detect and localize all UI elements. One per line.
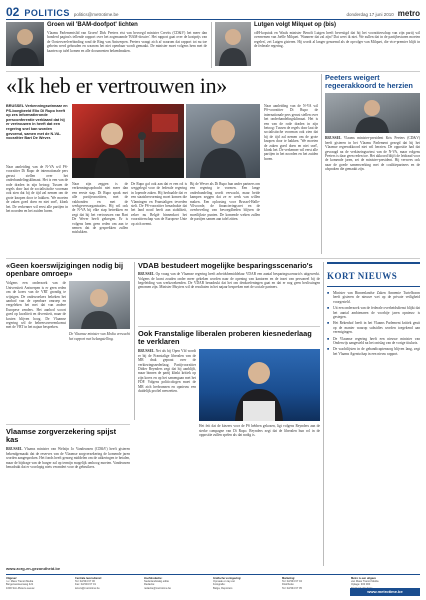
article-peeters-body: Vlaams minister-president Kris Peeters (CD&V) heeft gisteren in het Vlaams Parlement gezegd dat hij het Vlaamse regeerakkoord niet wil herzien. De oppositie had dat gevraagd na de verkiezingswinst van de N-VA, maar volgens Peeters is daar geen reden toe. Het akkoord blijft de leidraad voor de komende jaren, zei de minister-president. Hij verwees ook naar de goede samenwerking met de coalitiepartners en de afspraken die gemaakt zijn. [325, 136, 420, 172]
article-zorg-headline: Vlaamse zorgverzekering spijst kas [6, 427, 117, 445]
column-divider [134, 262, 135, 420]
article-vdab-body: Op vraag van de Vlaamse regering heeft arbeidsbemiddelaar VDAB een aantal besparingsscenario's uitgewerkt. Volgens de krant zouden onder meer gekeken worden naar de opening van kantoren en de inzet van personeel bij de begeleiding van werkzoekenden. De VDAB benadrukt dat het om denkoefeningen gaat en dat er nog geen beslissingen genomen zijn. Minister Muyters wil de resultaten in het najaar bespreken met de sociale partners. [138, 272, 320, 290]
main-lead-place: BRUSSEL [6, 104, 25, 108]
footer-site-link[interactable]: www.metrotime.be [350, 588, 420, 596]
main-article-header [6, 74, 316, 98]
article-groen-headline: Groen wil 'BAM-doofpot' lichten [47, 22, 138, 28]
article-omroep-headline: «Geen koerswijzigingen nodig bij openbare omroep» [6, 261, 124, 279]
kort-nieuws-item: ■ De Vlaamse regering heeft een nieuwe minister van Onderwijs aangesteld na het ontslag van de vorige titularis. [327, 337, 420, 346]
article-mr-headline: Ook Franstalige liberalen proberen kiesnederlaag te verklaren [138, 329, 312, 347]
lutgen-photo [215, 22, 251, 66]
article-mr-place: BRUSSEL [138, 349, 155, 354]
column-divider [211, 22, 212, 68]
politician-podium-icon [199, 349, 320, 421]
page-number: 02 [6, 5, 20, 19]
groen-photo [6, 22, 44, 66]
main-body-col3: De Rupo gaf ook aan dat er een rol is weggelegd voor de federale regering in lopende zaken. Hij herhaalde dat er een staatshervorming moet komen die Vlamingen en Franstaligen tevreden stelt. De PS-voorzitter benadrukte dat het land nood heeft aan stabiliteit, zeker nu België binnenkort het voorzitterschap van de Europese Unie op zich neemt. [131, 182, 187, 226]
main-headline: «Ik heb er vertrouwen in» [6, 73, 227, 98]
omroep-photo [69, 281, 130, 329]
main-body-col2: Naar zijn zeggen is de verkenningsopdracht niet meer dan een eerste stap. Di Rupo sprak met alle partijvoorzitters, met de vakbonden en met de werkgeversorganisaties. Hij wil ook de N-VA bij elke stap betrekken en zegt dat hij het vertrouwen van Bart De Wever heeft gekregen. Er is volgens hem geen reden om aan te nemen dat de gesprekken zullen mislukken. [72, 182, 128, 235]
page-header [6, 4, 420, 18]
person-silhouette-icon [6, 22, 44, 66]
section-rule [6, 71, 420, 72]
article-vdab-place: BRUSSEL [138, 272, 155, 277]
main-body-col5: Naar aanleiding van de N-VA wil PS-voorzitter Di Rupo de internationale pers gerust stellen over het onderhandelingsklimaat. Het is een van de rode draden in zijn betoog: Tussen de regels door laat de socialistische voorman ook zien dat hij de tijd zal nemen om de grote knopen door te hakken. 'We moeten de zaken goed doen en niet snel', klonk het. De verkenner wil eerst alle partijen in het noorden en het zuiden horen. [264, 104, 318, 161]
main-photo [72, 104, 184, 178]
article-lutgen-body: cdH-kopstuk en Waals minister Benoît Lutgen heeft bevestigd dat hij het voorzitterschap van zijn partij wil overnemen van Joëlle Milquet. 'Wanneer dat zal zijn? Dat weet ik niet. We zullen dat in de partijbesturen moeten regelen', zei Lutgen gisteren. Hij wordt al langer genoemd als de opvolger van Milquet, die vice-premier blijft in de federale regering. [254, 31, 420, 49]
person-silhouette-icon [69, 281, 130, 329]
colophon-col: Metro is een uitgave van Mass Transit Media Oplage: 300 000 [351, 577, 379, 587]
article-groen [47, 22, 207, 68]
main-body-col4: Bij de Wever als Di Rupo hun ander partners om een regering te vormen. Een lange onderhandeling wordt verwacht, maar beide kampen zeggen dat ze er werk van willen maken. Een oplossing voor Brussel-Halle-Vilvoorde, de financieringswet en de overheveling van bevoegdheden blijven de moeilijkste punten. De komende weken zullen de partijen samen aan tafel zitten. [190, 182, 260, 222]
section-title: POLITICS [24, 8, 70, 18]
mr-photo [199, 349, 320, 421]
colophon-col: Centrale lezersdienst: Tel: 02/334 67 00 Fax: 02/334 67 01 lezers@metrotime.be [75, 577, 102, 590]
kort-nieuws-item: ■ Minister van Binnenlandse Zaken Annemie Turtelboom heeft gisteren de nieuwe wet op de private veiligheid voorgesteld. [327, 291, 420, 304]
article-vdab [138, 262, 320, 322]
main-body-col1: Naar aanleiding van de N-VA wil PS-voorzitter Di Rupo de internationale pers gerust stellen over het onderhandelingsklimaat. Het is een van de rode draden in zijn betoog: Tussen de regels door laat de socialistische voorman ook zien dat hij de tijd zal nemen om de grote knopen door te hakken. 'We moeten de zaken goed doen en niet snel', klonk het. De verkenner wil eerst alle partijen in het noorden en het zuiden horen. [6, 165, 68, 214]
section-email-link[interactable]: politics@metrotime.be [73, 12, 119, 17]
main-article-lead-column [6, 104, 68, 254]
issue-date: donderdag 17 juni 2010 [346, 12, 394, 17]
kort-nieuws-item: ■ De wachtlijsten in de gehandicaptenzorg blijven lang, zegt het Vlaams Agentschap in een nieuw rapport. [327, 347, 420, 356]
article-mr [138, 330, 320, 566]
press-conference-photo-icon [72, 104, 184, 178]
secondary-photo [186, 104, 260, 178]
article-omroep-quote: De Vlaamse minister van Media verwacht het rapport met belangstelling. [69, 332, 130, 341]
article-peeters-place: BRUSSEL [325, 136, 342, 141]
zorg-website-link[interactable]: www.zorg-en-gezondheid.be [6, 566, 61, 571]
article-mr-body2: Het feit dat de kiezers voor de PS hebben gekozen, ligt volgens Reynders aan de sterke campagne van Di Rupo. Reynders zegt dat de liberalen hun rol in de oppositie zullen spelen als dat nodig is. [199, 424, 320, 438]
article-zorg [6, 428, 130, 564]
article-lutgen-headline: Lutgen volgt Milquet op (bis) [254, 22, 336, 28]
header-rule [6, 19, 420, 20]
article-groen-body: Vlaams Parlementslid van Groen! Dirk Peeters eist van bevoegd minister Crevits (CD&V) het meer dan honderd pagina's tellende rapport over het zogenaamde 'BAM-dossier'. Het rapport gaat over de kostprijs van de Oosterweelverbinding rond de Ring van Antwerpen. Peeters vraagt zich af waarom dat rapport tot nu toe geheim werd gehouden en waarom het niet openbaar wordt gemaakt. De minister moet volgens hem met de kaarten op tafel komen en alle documenten bekendmaken. [47, 31, 207, 53]
article-omroep-body: Volgens een onderzoek van de Universiteit Antwerpen is er geen reden om de koers van de VRT grondig te wijzigen. De onderzoekers bekeken het aanbod van de openbare omroep en vergeleken het met dat van andere Europese zenders. Het aanbod scoort goed op kwaliteit en diversiteit, maar de kosten blijven hoog. De Vlaamse regering wil de beheersovereenkomst met de VRT in het najaar bespreken. [6, 281, 66, 330]
article-vdab-headline: VDAB bestudeert mogelijke besparingsscenario's [138, 261, 313, 270]
column-divider [323, 262, 324, 566]
section-rule [6, 258, 420, 259]
colophon-col: Hoofdredactie: Nederlandstalig editie Redactie: redactie@metrotime.be [144, 577, 171, 590]
article-peeters-headline: Peeters weigert regeerakkoord te herzien [325, 73, 413, 91]
article-lutgen [254, 22, 420, 68]
kort-nieuws-item: ■ Het Rekenhof heeft in het Vlaams Parlement kritiek geuit op de manier waarop subsidies worden toegekend aan verenigingen. [327, 321, 420, 334]
section-rule [6, 424, 130, 425]
column-divider [321, 74, 322, 254]
article-zorg-body: Vlaams minister van Welzijn Jo Vandeurzen (CD&V) heeft gisteren bekendgemaakt dat de reserves van de Vlaamse zorgverzekering de komende jaren worden aangesproken. Het fonds heeft genoeg middelen om de uitkeringen te betalen, maar de bijdrage van de burger zal op termijn mogelijk omhoog moeten. Vandeurzen benadrukt dat er voorlopig niets verandert voor de gebruikers. [6, 447, 130, 470]
article-peeters [325, 74, 420, 254]
colophon-col: Grafische vormgeving: Opmaak en lay-out Fotografie: Belga, Reporters [213, 577, 242, 590]
article-zorg-place: BRUSSEL [6, 447, 23, 452]
kort-nieuws-item: ■ Uit een onderzoek van de federale overheidsdienst blijkt dat het aantal ambtenaren de voorbije jaren opnieuw is gestegen. [327, 306, 420, 319]
article-omroep [6, 262, 130, 420]
person-silhouette-icon [186, 104, 260, 178]
person-silhouette-icon [215, 22, 251, 66]
person-silhouette-icon [325, 93, 420, 133]
kort-nieuws-title: KORT NIEUWS [327, 271, 398, 281]
section-rule [138, 326, 320, 327]
colophon-col: Uitgever: n.v. Mass Transit Media Bergensesteenweg 421 1600 Sint-Pieters-Leeuw [6, 577, 35, 590]
colophon-col: Marketing: Tel: 02/334 67 04 Distributie: Tel: 02/334 67 05 [282, 577, 302, 590]
kort-nieuws-box [327, 262, 420, 562]
main-lead-text: Verkenningswinnaar en PS-boegbeeld Elio Di Rupo heeft op zes informatieronde persconferentie verklaard dat hij er vertrouwen in heeft dat een regering snel kan worden gevormd, samen met de N-VA-voorzitter Bart De Wever. [6, 104, 68, 141]
article-mr-body: Net als bij Open Vld wordt er bij de Franstalige liberalen van de MR druk gepraat over de verkiezingsnederlaag. Partijvoorzitter Didier Reynders zegt dat hij aanblijft, maar binnen de partij klinkt kritiek op zijn koers en op het samengaan met het FDF. Volgens politicologen moet de MR zich herbronnen en opnieuw een duidelijk profiel neerzetten. [138, 349, 196, 394]
brand-logo: metro [397, 9, 420, 18]
peeters-photo [325, 93, 420, 133]
